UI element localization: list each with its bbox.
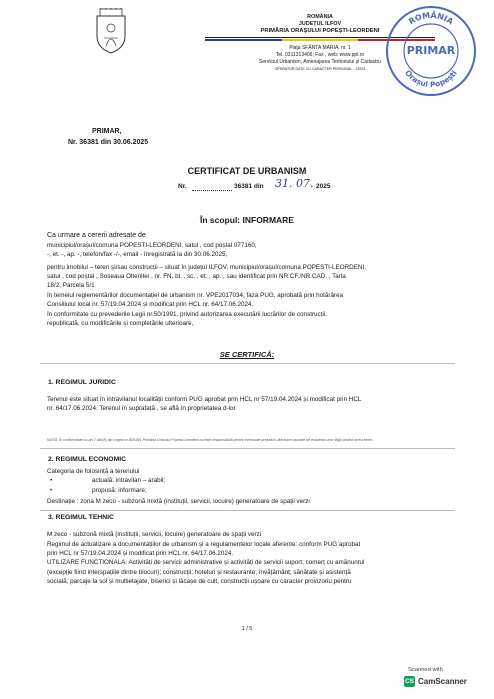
section-3-line-5: (excepție fiind interspațiile dintre blocuri); construcții; hoteluri și restaurante; învățământ; sănătate și asistență: [47, 569, 351, 576]
section-2-line-2: Destinație : zona M zeco - subzonă mixtă (instituții, servicii, locuire) generatoare de spații verzi: [47, 498, 310, 505]
stamp-bottom-text: Orașul Popești: [403, 68, 459, 90]
stamp-top-text: ROMÂNIA: [407, 10, 455, 27]
stamp-middle-text: PRIMAR: [406, 44, 456, 57]
scope-heading: În scopul: INFORMARE: [200, 215, 294, 225]
certificate-handwritten-date: 31. 07.: [275, 177, 314, 190]
section-divider: [40, 510, 455, 511]
certificate-nr-value: 36381 din: [234, 183, 264, 190]
bullet-icon: •: [50, 487, 53, 494]
intro-line-2: municipiul/orașul/comuna POPESTI-LEORDENI, satul , cod poștal 077160,: [47, 242, 257, 249]
section-2-line-1: Categoria de folosință a terenului: [47, 468, 140, 475]
camscanner-logo-icon: CS: [404, 678, 415, 685]
header-county: JUDEȚUL ILFOV: [298, 21, 342, 27]
certificate-nr-prefix: Nr.: [178, 183, 187, 190]
registry-number: Nr. 36381 din 30.06.2025: [68, 139, 149, 146]
section-divider: [40, 448, 455, 449]
header-institution: PRIMĂRIA ORAȘULUI POPEȘTI-LEORDENI: [260, 28, 380, 34]
intro-line-1: Ca urmare a cererii adresate de: [47, 232, 146, 239]
header-department: Serviciul Urbanism, Amenajarea Teritoriului și Cadastru: [259, 59, 381, 65]
section-1-note: NOTĂ: În conformitate cu art.7 alin(8) din Legea nr.50/1991 Primăria Orașului Popești-Leordeni nu este responsabilă pentru eventuale prejudicii ulterioare cauzate de existența unor litigii privind acest teren.: [47, 438, 374, 442]
coat-of-arms-icon: [94, 8, 128, 54]
header-country: ROMÂNIA: [307, 14, 333, 20]
certificate-title: CERTIFICAT DE URBANISM: [187, 166, 307, 176]
header-address: Piața SFÂNTA MARIA, nr. 1: [289, 45, 351, 51]
intro-line-10: republicată, cu modificările și completările ulterioare,: [47, 320, 194, 327]
bullet-icon: •: [50, 477, 53, 484]
section-3-title: 3. REGIMUL TEHNIC: [48, 514, 114, 521]
intro-line-7: în temeiul reglementărilor documentației de urbanism nr. VPE2017034, faza PUG, aprobată prin hotărârea: [47, 292, 344, 299]
intro-line-5: satul , cod poștal , Soseaua Oltenitei , nr. FN, bl. , sc. , et. , ap. , sau identificat prin NR.CF./NR.CAD. , Tarla: [47, 273, 346, 280]
intro-line-9: în conformitate cu prevederile Legii nr.50/1991, privind autorizarea executării lucrărilor de construcții,: [47, 311, 328, 318]
intro-line-8: Consiliului local nr. 57/19.04.2024 și modificat prin HCL nr. 64/17.06.2024.: [47, 301, 254, 308]
section-divider: [40, 363, 455, 364]
section-3-line-6: socială; parcaje la sol și multietajate, biserici și lăcașe de cult, construcții ușoare cu caracter provizoriu pentru: [47, 578, 352, 585]
section-1-title: 1. REGIMUL JURIDIC: [48, 379, 116, 386]
certificate-year: 2025: [316, 183, 331, 190]
camscanner-name: CamScanner: [418, 677, 467, 686]
registry-primar: PRIMAR,: [92, 128, 122, 135]
section-1-line-1: Terenul este situat în intravilanul localității conform PUG aprobat prin HCL nr 57/19.04.2024 și modificat prin HCL: [47, 396, 362, 403]
section-1-line-2: nr. 64/17.06.2024. Terenul în suprafață , se află în proprietatea d-lor: [47, 405, 236, 412]
section-3-line-1: M zeco - subzonă mixtă (instituții, servicii, locuire) generatoare de spații verzi: [47, 531, 262, 538]
section-3-line-3: prin HCL nr 57/19.04.2024 și modificat prin HCL nr. 64/17.06.2024.: [47, 550, 234, 557]
section-2-bullet-1: actuală: intravilan – arabil;: [92, 477, 166, 484]
section-2-bullet-2: propusă: informare;: [92, 487, 147, 494]
page-number: 1 / 5: [241, 626, 253, 632]
section-3-line-2: Regimul de actualizare a documentațiilor de urbanism și a regulamentelor locale aferente: conform PUG aprobat: [47, 541, 361, 548]
header-operator: OPERATOR DATE CU CARACTER PERSONAL · 13923: [274, 67, 366, 71]
intro-line-4: pentru imobilul – teren și/sau construcții – situat în județul ILFOV, municipiul/orașul/comuna POPESTI-LEORDENI,: [47, 264, 366, 271]
intro-line-3: -, et. -, ap. -, telefon/fax -/-, email - înregistrată la din 30.06.2025,: [47, 251, 228, 258]
section-3-line-4: UTILIZARE FUNCTIONALA: Activități de servicii administrative și activități de servicii suport; comerț cu amănuntul: [47, 559, 365, 566]
svg-text:Orașul Popești: [403, 68, 459, 89]
section-2-title: 2. REGIMUL ECONOMIC: [48, 456, 127, 463]
official-stamp: [384, 4, 478, 98]
intro-line-6: 18/2, Parcela 5/1: [47, 282, 95, 289]
certifies-heading: SE CERTIFICĂ:: [219, 350, 275, 359]
scanned-with-label: Scanned with: [408, 667, 443, 673]
header-contact: Tel. 0311313406; Fax , web: www.ppl.ro: [275, 52, 365, 58]
certificate-nr-line: [192, 190, 232, 191]
